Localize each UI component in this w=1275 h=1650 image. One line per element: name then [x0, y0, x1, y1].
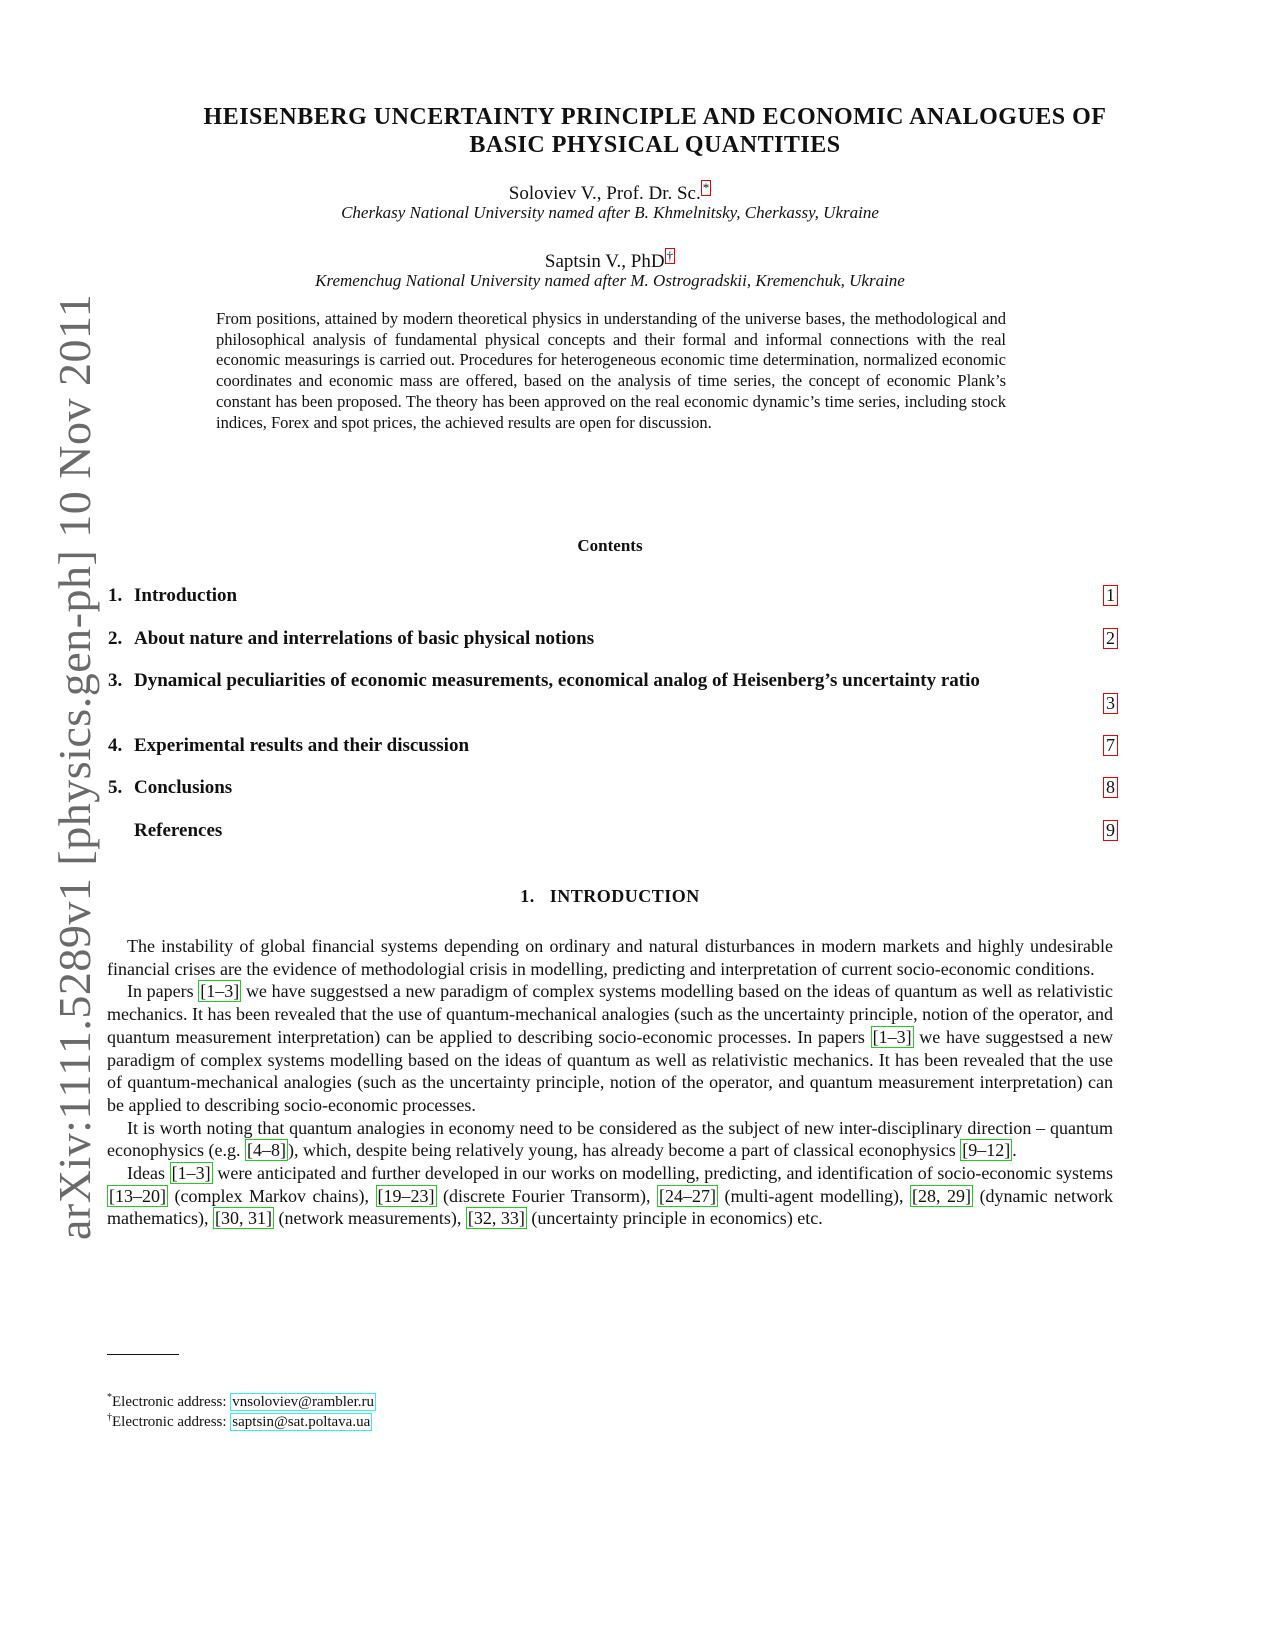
title-line-1: HEISENBERG UNCERTAINTY PRINCIPLE AND ECONOMIC ANALOGUES OF	[203, 104, 1107, 130]
contents-title: Contents	[577, 536, 643, 555]
section-heading-introduction	[0, 886, 1220, 907]
email-link[interactable]: saptsin@sat.poltava.ua	[232, 1414, 371, 1430]
toc-page-link[interactable]: 3	[1103, 693, 1118, 714]
citation-link[interactable]: [13–20]	[109, 1185, 166, 1206]
toc-page-link[interactable]: 7	[1103, 735, 1118, 756]
affiliation-2: Kremenchug National University named after M. Ostrogradskii, Kremenchuk, Ukraine	[315, 271, 905, 290]
toc-page-link[interactable]: 2	[1103, 628, 1118, 649]
footnote-link-2[interactable]: †	[666, 248, 674, 263]
footnote-mark: *	[107, 1392, 112, 1403]
paragraph-2: In papers [1–3] we have suggestsed a new paradigm of complex systems modelling based on the ideas of quantum as well as relativistic mechanics. It has been revealed that the use of quantum-mechanical analogies (such as the uncertainty principle, notion of the operator, and quantum measurement interpretation) can be applied to describing socio-economic processes. In papers [1–3] we have suggestsed a new paradigm of complex systems modelling based on the ideas of quantum as well as relativistic mechanics. It has been revealed that the use of quantum-mechanical analogies (such as the uncertainty principle, notion of the operator, and quantum measurement interpretation) can be applied to describing socio-economic processes.	[107, 981, 1114, 1115]
abstract: From positions, attained by modern theoretical physics in understanding of the universe bases, the methodological and philosophical analysis of fundamental physical concepts and their formal and informal connections with the real economic measurings is carried out. Procedures for heterogeneous economic time determination, normalized economic coordinates and economic mass are offered, based on the analysis of time series, the concept of economic Plank’s constant has been proposed. The theory has been approved on the real economic dynamic’s time series, including stock indices, Forex and spot prices, the achieved results are open for discussion.	[216, 309, 1006, 432]
toc-text: References	[134, 820, 223, 841]
toc-page-link[interactable]: 8	[1103, 777, 1118, 798]
author-2-name: Saptsin V., PhD	[544, 251, 665, 272]
toc-page-link[interactable]: 1	[1103, 585, 1118, 606]
toc-num: 3.	[108, 670, 123, 691]
paragraph-1: The instability of global financial systems depending on ordinary and natural disturbances in modern markets and highly undesirable financial crises are the evidence of methodologial crisis in modelling, predicting and interpretation of current socio-economic conditions.	[107, 936, 1113, 979]
toc-num: 4.	[108, 735, 123, 756]
footnote-2	[107, 1408, 372, 1432]
citation-link[interactable]: [32, 33]	[467, 1208, 525, 1229]
author-2	[0, 248, 1220, 273]
toc-text: Experimental results and their discussion	[134, 735, 470, 756]
toc-page-link[interactable]: 9	[1103, 820, 1118, 841]
section-title: INTRODUCTION	[549, 886, 700, 906]
paper-title	[100, 103, 1210, 159]
toc-text: Introduction	[134, 585, 238, 606]
footnote-mark: †	[107, 1412, 112, 1423]
citation-link[interactable]: [1–3]	[872, 1026, 912, 1047]
introduction-body	[107, 935, 1113, 1230]
citation-link[interactable]: [24–27]	[659, 1185, 717, 1206]
footnote-label: Electronic address:	[112, 1394, 227, 1410]
toc-num: 1.	[108, 585, 123, 606]
citation-link[interactable]: [1–3]	[171, 1163, 211, 1184]
paragraph-4: Ideas [1–3] were anticipated and further developed in our works on modelling, predicting, and identification of socio-economic systems [13–20] (complex Markov chains), [19–23] (discrete Fourier Transorm), [24–27] (multi-agent modelling), [28, 29] (dynamic network mathematics), [30, 31] (network measurements), [32, 33] (uncertainty principle in economics) etc.	[107, 1163, 1114, 1229]
toc-text: About nature and interrelations of basic physical notions	[134, 628, 595, 649]
email-link[interactable]: vnsoloviev@rambler.ru	[232, 1394, 374, 1410]
toc-num: 2.	[108, 628, 123, 649]
toc-text: Dynamical peculiarities of economic measurements, economical analog of Heisenberg’s uncertainty ratio	[134, 670, 980, 691]
title-line-2: BASIC PHYSICAL QUANTITIES	[469, 132, 841, 158]
citation-link[interactable]: [28, 29]	[912, 1185, 972, 1206]
footnote-label: Electronic address:	[112, 1414, 227, 1430]
paragraph-3: It is worth noting that quantum analogies in economy need to be considered as the subject of new inter-disciplinary direction – quantum econophysics (e.g. [4–8] ), which, despite being relatively young, has already become a part of classical econophysics [9–12] .	[107, 1117, 1113, 1161]
citation-link[interactable]: [19–23]	[377, 1185, 435, 1206]
citation-link[interactable]: [4–8]	[246, 1140, 286, 1161]
section-number: 1.	[520, 886, 535, 906]
author-1	[0, 180, 1220, 205]
affiliation-1: Cherkasy National University named after B. Khmelnitsky, Cherkassy, Ukraine	[341, 203, 879, 222]
toc-text: Conclusions	[134, 777, 233, 798]
citation-link[interactable]: [9–12]	[962, 1140, 1011, 1161]
citation-link[interactable]: [1–3]	[200, 981, 240, 1002]
author-1-name: Soloviev V., Prof. Dr. Sc.	[508, 183, 701, 204]
toc-num: 5.	[108, 777, 123, 798]
citation-link[interactable]: [30, 31]	[214, 1208, 272, 1229]
footnote-rule	[107, 1354, 179, 1355]
footnote-link-1[interactable]: *	[702, 180, 710, 195]
